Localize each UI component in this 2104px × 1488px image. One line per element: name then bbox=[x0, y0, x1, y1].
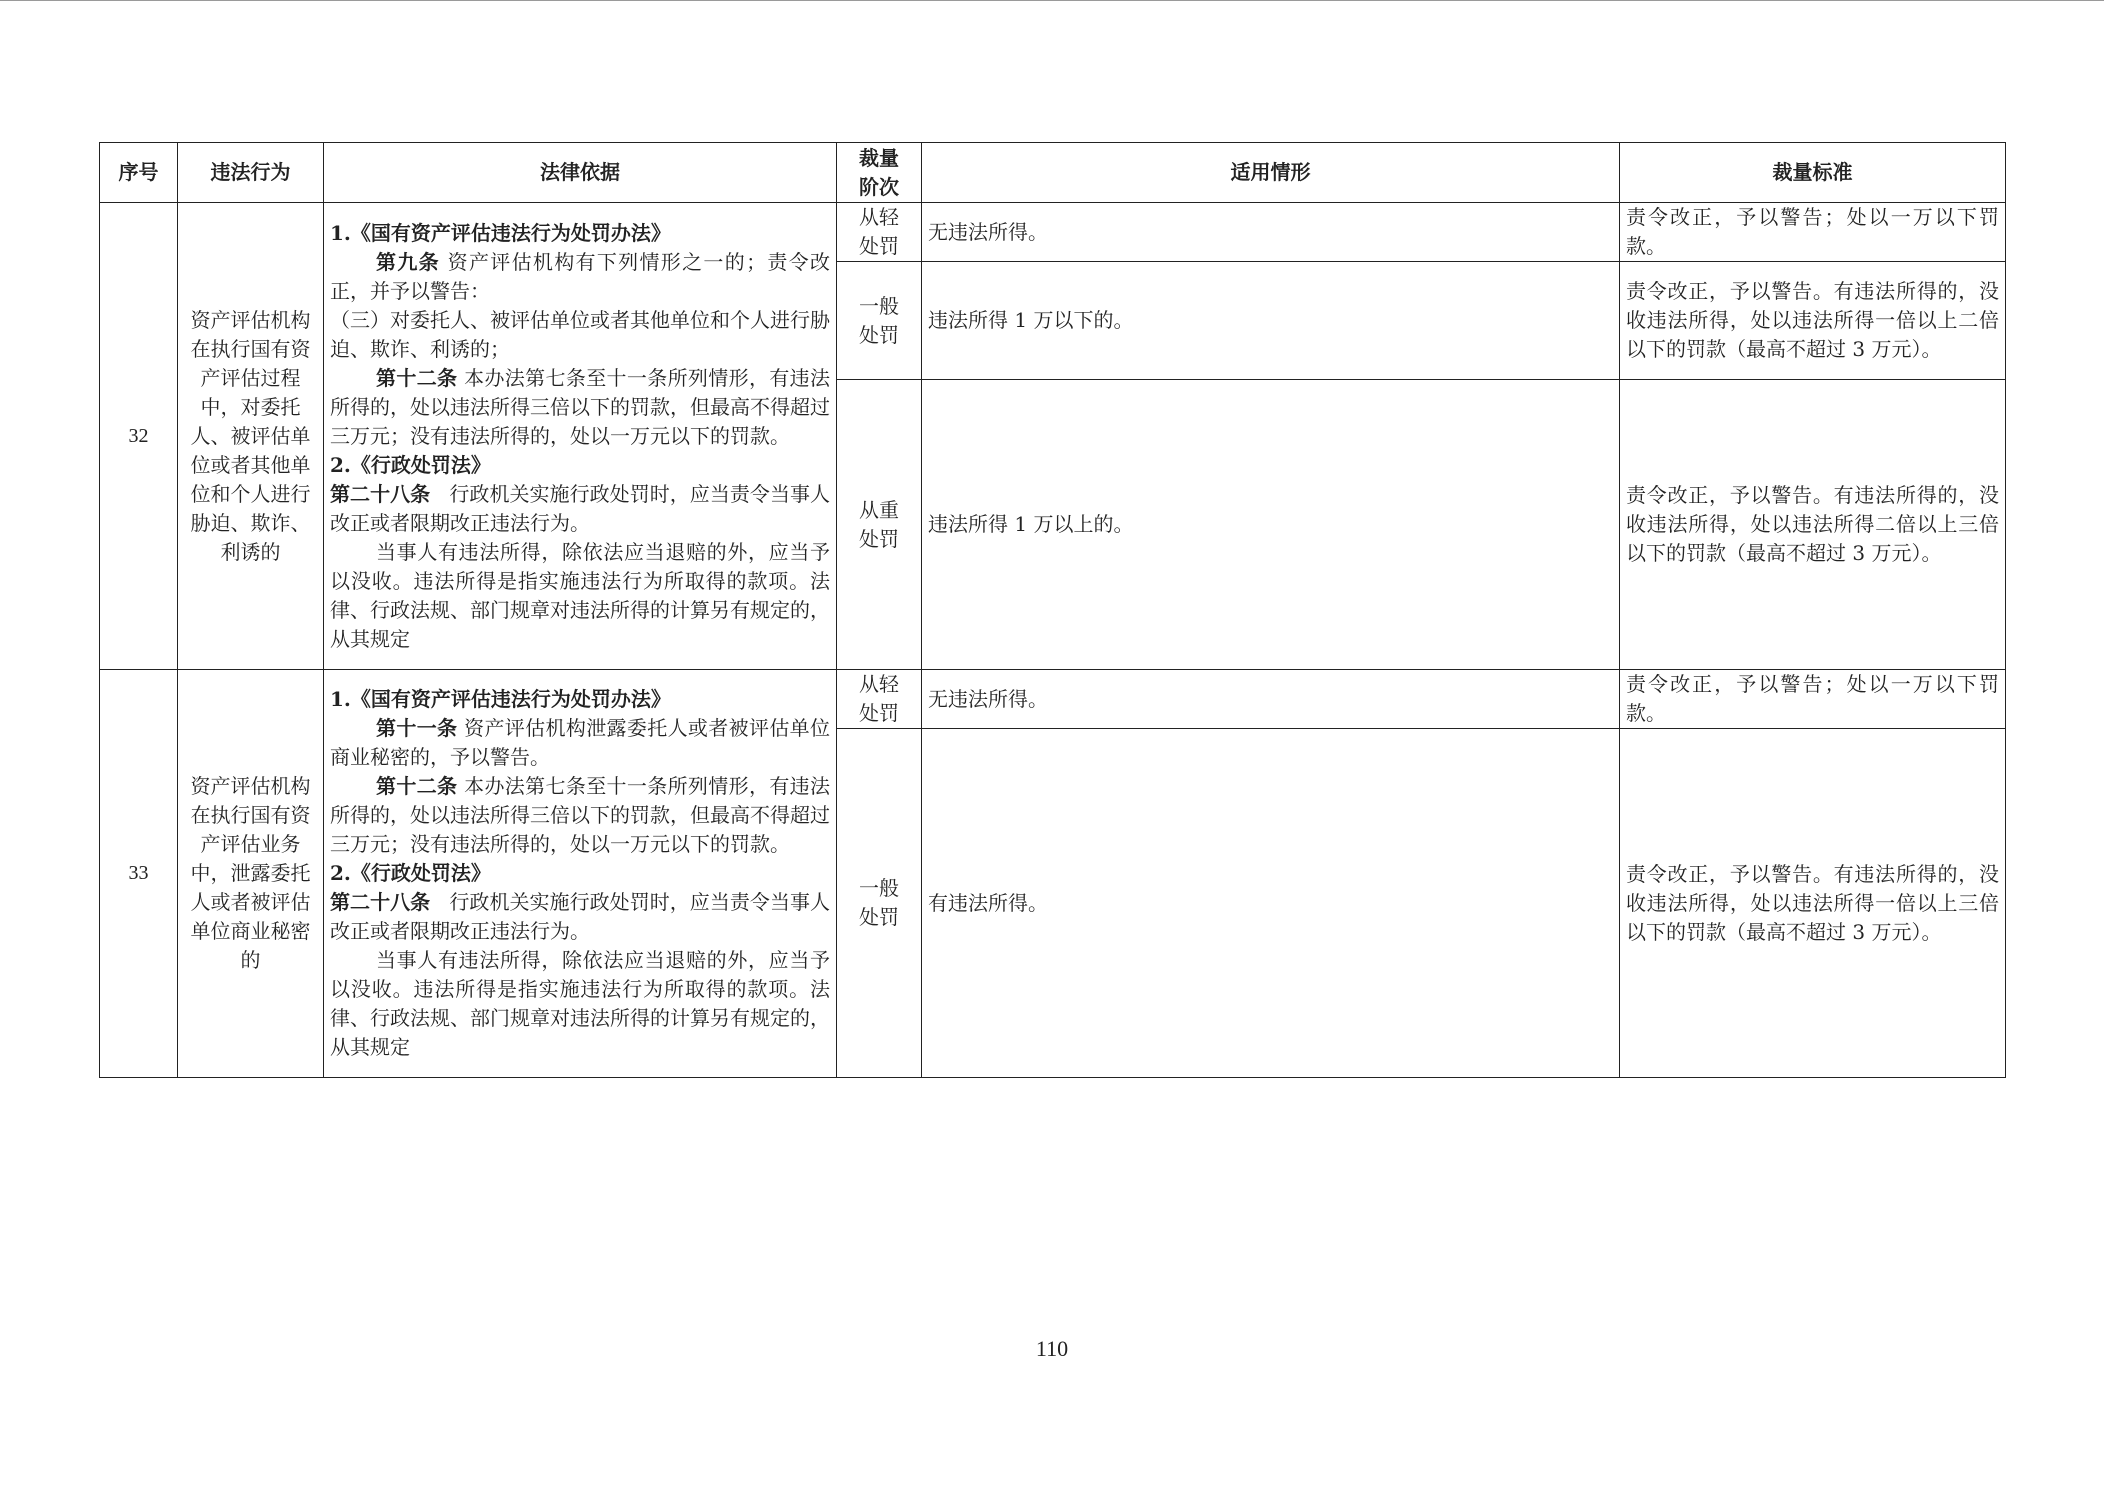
article-paragraph bbox=[330, 248, 830, 306]
article-title: 第十二条 bbox=[376, 365, 458, 390]
discretion-level-text: 从轻 处罚 bbox=[859, 672, 899, 725]
discretion-standard: 责令改正，予以警告。有违法所得的，没收违法所得，处以违法所得一倍以上三倍以下的罚款（最高不超过 3 万元）。 bbox=[1620, 729, 2006, 1078]
header-no: 序号 bbox=[100, 143, 178, 203]
discretion-level-text: 从轻 处罚 bbox=[859, 205, 899, 258]
article-paragraph bbox=[330, 364, 830, 451]
article-text: 资产评估机构泄露委托人或者被评估单位商业秘密的，予以警告。 bbox=[330, 716, 831, 769]
discretion-level-text: 一般 处罚 bbox=[859, 293, 899, 347]
header-act: 违法行为 bbox=[178, 143, 324, 203]
applicable-situation: 无违法所得。 bbox=[922, 203, 1620, 262]
violation-act: 资产评估机构在执行国有资产评估业务中，泄露委托人或者被评估单位商业秘密的 bbox=[178, 670, 324, 1078]
article-paragraph: 当事人有违法所得，除依法应当退赔的外，应当予以没收。违法所得是指实施违法行为所取得的款项。法律、行政法规、部门规章对违法所得的计算另有规定的，从其规定 bbox=[330, 539, 830, 651]
page-number: 110 bbox=[1035, 1336, 1069, 1361]
article-text: 行政机关实施行政处罚时，应当责令当事人改正或者限期改正违法行为。 bbox=[330, 890, 831, 943]
article-paragraph: 当事人有违法所得，除依法应当退赔的外，应当予以没收。违法所得是指实施违法行为所取得的款项。法律、行政法规、部门规章对违法所得的计算另有规定的，从其规定 bbox=[330, 948, 830, 1059]
row-number: 33 bbox=[100, 670, 178, 1078]
article-item: （三）对委托人、被评估单位或者其他单位和个人进行胁迫、欺诈、利诱的； bbox=[330, 307, 830, 361]
header-basis: 法律依据 bbox=[324, 143, 837, 203]
table-header-row bbox=[100, 143, 2006, 203]
discretion-level bbox=[837, 380, 922, 670]
article-paragraph bbox=[330, 888, 830, 946]
article-text: 行政机关实施行政处罚时，应当责令当事人改正或者限期改正违法行为。 bbox=[330, 481, 831, 535]
law-title-2: 2.《行政处罚法》 bbox=[330, 452, 491, 477]
article-paragraph bbox=[330, 480, 830, 538]
row-number: 32 bbox=[100, 203, 178, 670]
discretion-level-text: 从重 处罚 bbox=[859, 497, 899, 551]
header-situation: 适用情形 bbox=[922, 143, 1620, 203]
article-title: 第二十八条 bbox=[330, 481, 431, 506]
law-title-2: 2.《行政处罚法》 bbox=[330, 861, 491, 885]
applicable-situation: 违法所得 1 万以上的。 bbox=[922, 380, 1620, 670]
article-title: 第十二条 bbox=[376, 774, 458, 798]
discretion-level-text: 一般 处罚 bbox=[859, 876, 899, 929]
discretion-standard: 责令改正，予以警告。有违法所得的，没收违法所得，处以违法所得二倍以上三倍以下的罚款（最高不超过 3 万元）。 bbox=[1620, 380, 2006, 670]
applicable-situation: 有违法所得。 bbox=[922, 729, 1620, 1078]
discretion-level bbox=[837, 203, 922, 262]
article-paragraph bbox=[330, 714, 830, 772]
law-title-1: 1.《国有资产评估违法行为处罚办法》 bbox=[330, 220, 671, 245]
discretion-level bbox=[837, 729, 922, 1078]
table-row bbox=[100, 670, 2006, 729]
discretion-standard: 责令改正，予以警告；处以一万以下罚款。 bbox=[1620, 203, 2006, 262]
header-standard: 裁量标准 bbox=[1620, 143, 2006, 203]
discretion-standard: 责令改正，予以警告。有违法所得的，没收违法所得，处以违法所得一倍以上二倍以下的罚款（最高不超过 3 万元）。 bbox=[1620, 262, 2006, 380]
table-row bbox=[100, 203, 2006, 262]
applicable-situation: 无违法所得。 bbox=[922, 670, 1620, 729]
discretion-standard: 责令改正，予以警告；处以一万以下罚款。 bbox=[1620, 670, 2006, 729]
law-title-1: 1.《国有资产评估违法行为处罚办法》 bbox=[330, 687, 671, 711]
article-title: 第十一条 bbox=[376, 716, 458, 740]
legal-basis bbox=[324, 203, 837, 670]
article-text: 资产评估机构有下列情形之一的；责令改正，并予以警告： bbox=[330, 249, 831, 303]
applicable-situation: 违法所得 1 万以下的。 bbox=[922, 262, 1620, 380]
legal-basis bbox=[324, 670, 837, 1078]
violation-act: 资产评估机构在执行国有资产评估过程中，对委托人、被评估单位或者其他单位和个人进行胁迫、欺诈、利诱的 bbox=[178, 203, 324, 670]
discretion-level bbox=[837, 670, 922, 729]
article-text: 本办法第七条至十一条所列情形，有违法所得的，处以违法所得三倍以下的罚款，但最高不得超过三万元；没有违法所得的，处以一万元以下的罚款。 bbox=[330, 365, 831, 448]
article-title: 第九条 bbox=[376, 249, 440, 274]
discretion-level bbox=[837, 262, 922, 380]
header-level-text: 裁量 阶次 bbox=[859, 145, 899, 199]
article-paragraph bbox=[330, 772, 830, 859]
header-level bbox=[837, 143, 922, 203]
article-text: 本办法第七条至十一条所列情形，有违法所得的，处以违法所得三倍以下的罚款，但最高不得超过三万元；没有违法所得的，处以一万元以下的罚款。 bbox=[330, 774, 831, 856]
article-title: 第二十八条 bbox=[330, 890, 431, 914]
page-top-border bbox=[0, 0, 2104, 1]
penalty-discretion-table bbox=[99, 142, 2006, 1078]
